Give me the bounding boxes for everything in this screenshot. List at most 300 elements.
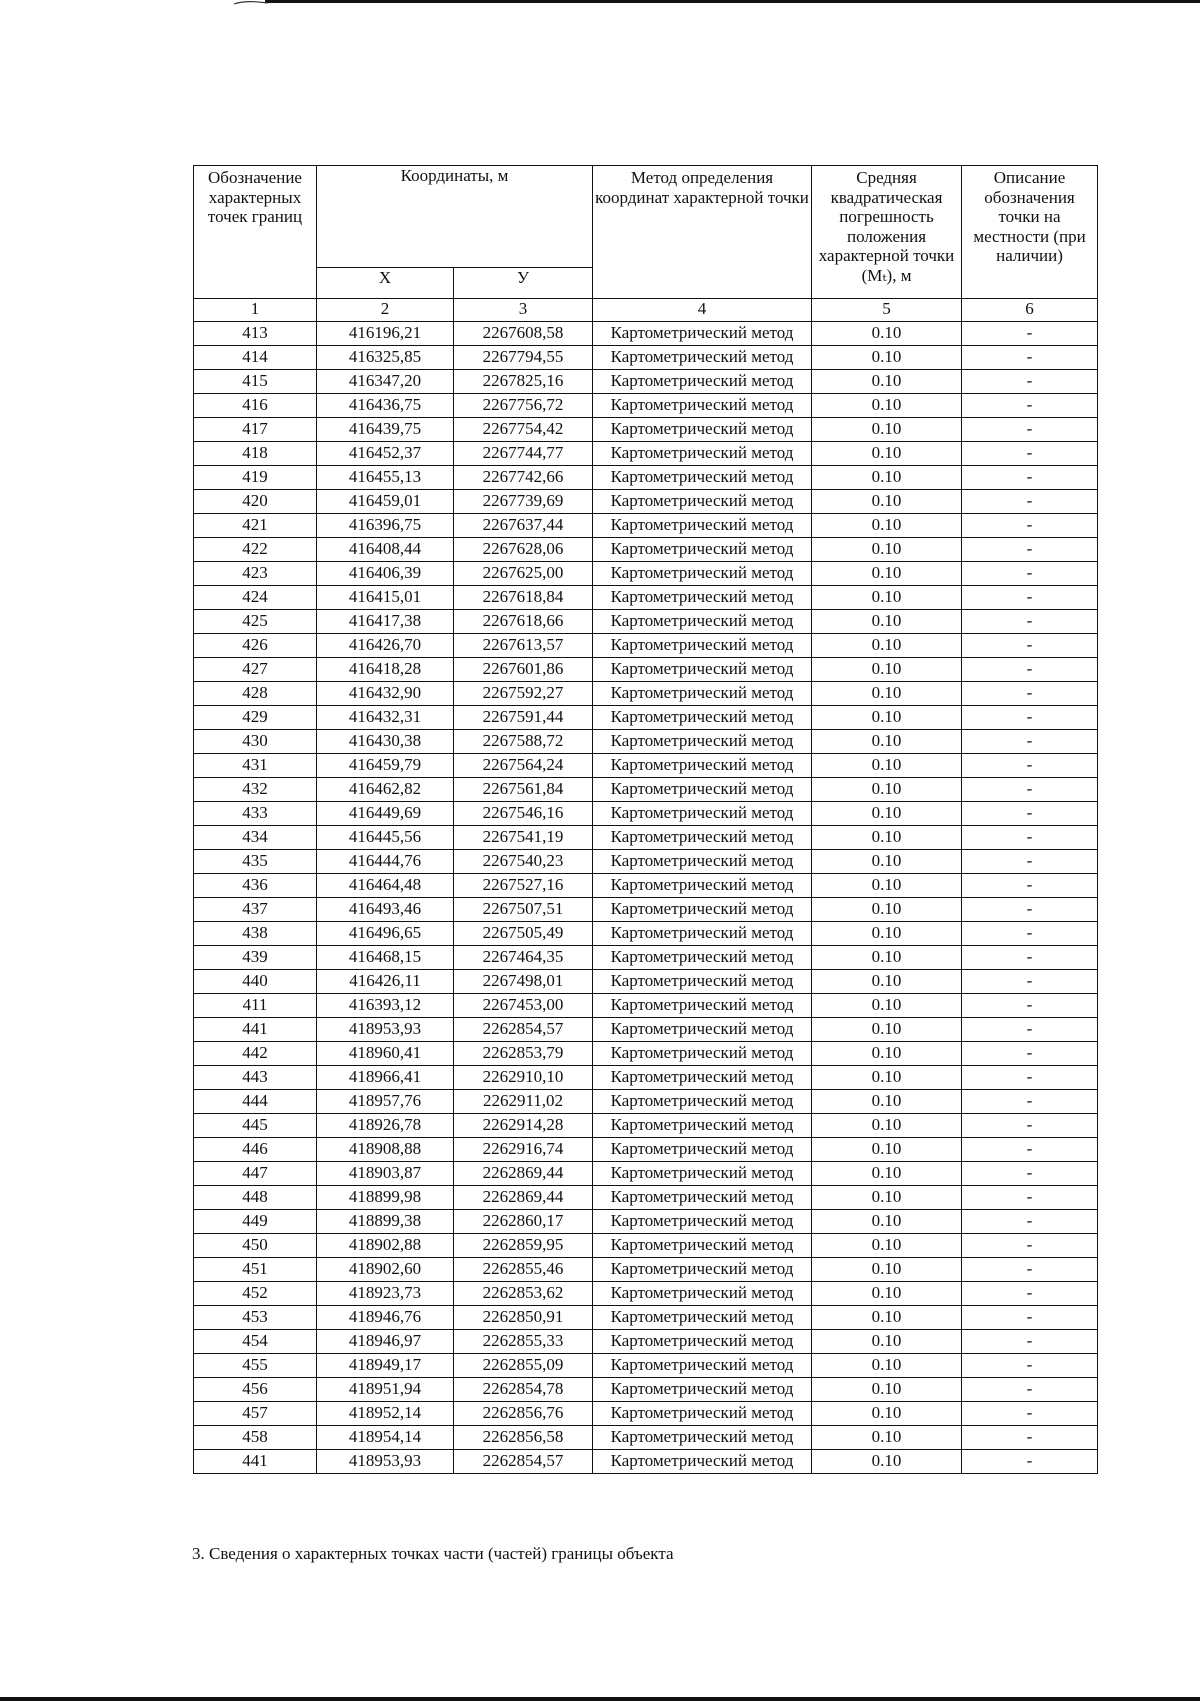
description-cell: - xyxy=(962,1402,1098,1426)
method-cell: Картометрический метод xyxy=(593,1066,812,1090)
coordinate-x-cell: 416393,12 xyxy=(317,994,454,1018)
error-cell: 0.10 xyxy=(812,418,962,442)
point-number-cell: 421 xyxy=(194,514,317,538)
method-cell: Картометрический метод xyxy=(593,538,812,562)
description-cell: - xyxy=(962,706,1098,730)
description-cell: - xyxy=(962,826,1098,850)
description-cell: - xyxy=(962,850,1098,874)
column-number: 4 xyxy=(593,299,812,322)
description-cell: - xyxy=(962,322,1098,346)
coordinate-x-cell: 416432,90 xyxy=(317,682,454,706)
method-cell: Картометрический метод xyxy=(593,634,812,658)
method-cell: Картометрический метод xyxy=(593,370,812,394)
point-number-cell: 411 xyxy=(194,994,317,1018)
description-cell: - xyxy=(962,730,1098,754)
table-row xyxy=(194,1018,1098,1042)
point-number-cell: 424 xyxy=(194,586,317,610)
table-row xyxy=(194,1138,1098,1162)
table-row xyxy=(194,610,1098,634)
coordinate-x-cell: 416496,65 xyxy=(317,922,454,946)
table-row xyxy=(194,1450,1098,1474)
error-cell: 0.10 xyxy=(812,1306,962,1330)
description-cell: - xyxy=(962,778,1098,802)
table-row xyxy=(194,1042,1098,1066)
error-cell: 0.10 xyxy=(812,1018,962,1042)
coordinate-x-cell: 416459,79 xyxy=(317,754,454,778)
method-cell: Картометрический метод xyxy=(593,658,812,682)
error-cell: 0.10 xyxy=(812,946,962,970)
table-row xyxy=(194,490,1098,514)
error-cell: 0.10 xyxy=(812,1186,962,1210)
description-cell: - xyxy=(962,514,1098,538)
method-cell: Картометрический метод xyxy=(593,1162,812,1186)
method-cell: Картометрический метод xyxy=(593,1354,812,1378)
coordinate-x-cell: 416436,75 xyxy=(317,394,454,418)
description-cell: - xyxy=(962,1426,1098,1450)
method-cell: Картометрический метод xyxy=(593,826,812,850)
description-cell: - xyxy=(962,562,1098,586)
description-cell: - xyxy=(962,634,1098,658)
method-cell: Картометрический метод xyxy=(593,490,812,514)
table-row xyxy=(194,802,1098,826)
error-cell: 0.10 xyxy=(812,754,962,778)
error-cell: 0.10 xyxy=(812,802,962,826)
error-cell: 0.10 xyxy=(812,778,962,802)
error-cell: 0.10 xyxy=(812,874,962,898)
method-cell: Картометрический метод xyxy=(593,1186,812,1210)
coordinate-y-cell: 2262850,91 xyxy=(454,1306,593,1330)
method-cell: Картометрический метод xyxy=(593,754,812,778)
table-row xyxy=(194,1282,1098,1306)
coordinate-y-cell: 2267592,27 xyxy=(454,682,593,706)
description-cell: - xyxy=(962,1354,1098,1378)
description-cell: - xyxy=(962,370,1098,394)
coordinate-y-cell: 2262853,79 xyxy=(454,1042,593,1066)
error-cell: 0.10 xyxy=(812,682,962,706)
point-number-cell: 415 xyxy=(194,370,317,394)
header-x: X xyxy=(317,267,454,298)
error-cell: 0.10 xyxy=(812,1258,962,1282)
coordinate-y-cell: 2262910,10 xyxy=(454,1066,593,1090)
coordinate-y-cell: 2262854,57 xyxy=(454,1450,593,1474)
coordinate-y-cell: 2262869,44 xyxy=(454,1186,593,1210)
method-cell: Картометрический метод xyxy=(593,850,812,874)
point-number-cell: 428 xyxy=(194,682,317,706)
coordinate-y-cell: 2267637,44 xyxy=(454,514,593,538)
coordinate-y-cell: 2267507,51 xyxy=(454,898,593,922)
table-row xyxy=(194,1162,1098,1186)
header-y: У xyxy=(454,267,593,298)
description-cell: - xyxy=(962,1234,1098,1258)
coordinate-x-cell: 416426,11 xyxy=(317,970,454,994)
error-cell: 0.10 xyxy=(812,1402,962,1426)
coordinate-x-cell: 418946,97 xyxy=(317,1330,454,1354)
table-row xyxy=(194,1354,1098,1378)
point-number-cell: 455 xyxy=(194,1354,317,1378)
description-cell: - xyxy=(962,874,1098,898)
coordinate-y-cell: 2262869,44 xyxy=(454,1162,593,1186)
method-cell: Картометрический метод xyxy=(593,466,812,490)
method-cell: Картометрический метод xyxy=(593,1234,812,1258)
table-row xyxy=(194,1186,1098,1210)
description-cell: - xyxy=(962,970,1098,994)
point-number-cell: 414 xyxy=(194,346,317,370)
scan-artifact-mark xyxy=(232,0,272,6)
coordinate-y-cell: 2267618,84 xyxy=(454,586,593,610)
table-row xyxy=(194,466,1098,490)
error-cell: 0.10 xyxy=(812,562,962,586)
table-row xyxy=(194,706,1098,730)
method-cell: Картометрический метод xyxy=(593,730,812,754)
description-cell: - xyxy=(962,754,1098,778)
description-cell: - xyxy=(962,1258,1098,1282)
coordinate-x-cell: 418966,41 xyxy=(317,1066,454,1090)
error-cell: 0.10 xyxy=(812,1210,962,1234)
table-row xyxy=(194,1258,1098,1282)
table-row xyxy=(194,850,1098,874)
error-cell: 0.10 xyxy=(812,490,962,514)
error-cell: 0.10 xyxy=(812,1162,962,1186)
point-number-cell: 450 xyxy=(194,1234,317,1258)
coordinate-x-cell: 418902,88 xyxy=(317,1234,454,1258)
point-number-cell: 432 xyxy=(194,778,317,802)
coordinate-y-cell: 2267464,35 xyxy=(454,946,593,970)
point-number-cell: 431 xyxy=(194,754,317,778)
point-number-cell: 441 xyxy=(194,1018,317,1042)
table-row xyxy=(194,898,1098,922)
table-row xyxy=(194,778,1098,802)
point-number-cell: 413 xyxy=(194,322,317,346)
coordinate-x-cell: 416347,20 xyxy=(317,370,454,394)
description-cell: - xyxy=(962,610,1098,634)
coordinate-y-cell: 2267744,77 xyxy=(454,442,593,466)
coordinate-x-cell: 416196,21 xyxy=(317,322,454,346)
coordinate-y-cell: 2262914,28 xyxy=(454,1114,593,1138)
method-cell: Картометрический метод xyxy=(593,1042,812,1066)
point-number-cell: 433 xyxy=(194,802,317,826)
point-number-cell: 420 xyxy=(194,490,317,514)
method-cell: Картометрический метод xyxy=(593,874,812,898)
table-row xyxy=(194,730,1098,754)
coordinate-y-cell: 2262855,33 xyxy=(454,1330,593,1354)
method-cell: Картометрический метод xyxy=(593,1018,812,1042)
method-cell: Картометрический метод xyxy=(593,1090,812,1114)
coordinate-x-cell: 418951,94 xyxy=(317,1378,454,1402)
error-cell: 0.10 xyxy=(812,1066,962,1090)
coordinate-y-cell: 2262856,58 xyxy=(454,1426,593,1450)
point-number-cell: 437 xyxy=(194,898,317,922)
coordinate-x-cell: 416455,13 xyxy=(317,466,454,490)
description-cell: - xyxy=(962,1306,1098,1330)
description-cell: - xyxy=(962,586,1098,610)
table-row xyxy=(194,658,1098,682)
error-cell: 0.10 xyxy=(812,1354,962,1378)
description-cell: - xyxy=(962,922,1098,946)
coordinate-x-cell: 418946,76 xyxy=(317,1306,454,1330)
coordinate-y-cell: 2262853,62 xyxy=(454,1282,593,1306)
description-cell: - xyxy=(962,1018,1098,1042)
method-cell: Картометрический метод xyxy=(593,1114,812,1138)
error-cell: 0.10 xyxy=(812,634,962,658)
coordinate-x-cell: 416444,76 xyxy=(317,850,454,874)
error-cell: 0.10 xyxy=(812,586,962,610)
table-row xyxy=(194,1402,1098,1426)
description-cell: - xyxy=(962,1066,1098,1090)
description-cell: - xyxy=(962,898,1098,922)
coordinate-y-cell: 2262916,74 xyxy=(454,1138,593,1162)
coordinate-x-cell: 416445,56 xyxy=(317,826,454,850)
error-cell: 0.10 xyxy=(812,730,962,754)
coordinate-x-cell: 418926,78 xyxy=(317,1114,454,1138)
point-number-cell: 435 xyxy=(194,850,317,874)
coordinate-x-cell: 418903,87 xyxy=(317,1162,454,1186)
coordinate-x-cell: 418923,73 xyxy=(317,1282,454,1306)
table-row xyxy=(194,754,1098,778)
coordinate-y-cell: 2267601,86 xyxy=(454,658,593,682)
description-cell: - xyxy=(962,490,1098,514)
coordinate-x-cell: 418899,98 xyxy=(317,1186,454,1210)
table-row xyxy=(194,346,1098,370)
header-coordinates: Координаты, м xyxy=(317,166,593,268)
coordinate-y-cell: 2267608,58 xyxy=(454,322,593,346)
error-cell: 0.10 xyxy=(812,466,962,490)
table-row xyxy=(194,1426,1098,1450)
point-number-cell: 447 xyxy=(194,1162,317,1186)
point-number-cell: 422 xyxy=(194,538,317,562)
coordinate-x-cell: 416418,28 xyxy=(317,658,454,682)
method-cell: Картометрический метод xyxy=(593,1210,812,1234)
method-cell: Картометрический метод xyxy=(593,706,812,730)
coordinate-y-cell: 2262855,09 xyxy=(454,1354,593,1378)
coordinate-x-cell: 416493,46 xyxy=(317,898,454,922)
coordinate-y-cell: 2262854,57 xyxy=(454,1018,593,1042)
coordinate-x-cell: 418952,14 xyxy=(317,1402,454,1426)
header-column-numbers xyxy=(194,299,1098,322)
description-cell: - xyxy=(962,1282,1098,1306)
method-cell: Картометрический метод xyxy=(593,1138,812,1162)
coordinate-x-cell: 418953,93 xyxy=(317,1450,454,1474)
table-row xyxy=(194,1066,1098,1090)
point-number-cell: 452 xyxy=(194,1282,317,1306)
coordinate-y-cell: 2262856,76 xyxy=(454,1402,593,1426)
document-body xyxy=(193,165,1097,1474)
table-row xyxy=(194,1210,1098,1234)
method-cell: Картометрический метод xyxy=(593,562,812,586)
description-cell: - xyxy=(962,1210,1098,1234)
coordinate-y-cell: 2267541,19 xyxy=(454,826,593,850)
top-scan-border xyxy=(265,0,1200,3)
table-row xyxy=(194,538,1098,562)
description-cell: - xyxy=(962,1162,1098,1186)
table-row xyxy=(194,1090,1098,1114)
description-cell: - xyxy=(962,1042,1098,1066)
point-number-cell: 419 xyxy=(194,466,317,490)
coordinate-y-cell: 2262859,95 xyxy=(454,1234,593,1258)
header-designation: Обозначение характерных точек границ xyxy=(194,166,317,299)
point-number-cell: 416 xyxy=(194,394,317,418)
column-number: 3 xyxy=(454,299,593,322)
coordinate-y-cell: 2267754,42 xyxy=(454,418,593,442)
coordinate-y-cell: 2262855,46 xyxy=(454,1258,593,1282)
table-row xyxy=(194,634,1098,658)
coordinate-x-cell: 416462,82 xyxy=(317,778,454,802)
coordinate-x-cell: 416417,38 xyxy=(317,610,454,634)
point-number-cell: 427 xyxy=(194,658,317,682)
table-row xyxy=(194,442,1098,466)
method-cell: Картометрический метод xyxy=(593,946,812,970)
method-cell: Картометрический метод xyxy=(593,394,812,418)
error-cell: 0.10 xyxy=(812,1450,962,1474)
description-cell: - xyxy=(962,538,1098,562)
point-number-cell: 418 xyxy=(194,442,317,466)
coordinate-y-cell: 2267505,49 xyxy=(454,922,593,946)
point-number-cell: 417 xyxy=(194,418,317,442)
error-cell: 0.10 xyxy=(812,322,962,346)
coordinate-y-cell: 2267742,66 xyxy=(454,466,593,490)
method-cell: Картометрический метод xyxy=(593,970,812,994)
error-cell: 0.10 xyxy=(812,1090,962,1114)
description-cell: - xyxy=(962,994,1098,1018)
coordinate-x-cell: 418960,41 xyxy=(317,1042,454,1066)
method-cell: Картометрический метод xyxy=(593,514,812,538)
description-cell: - xyxy=(962,1378,1098,1402)
error-cell: 0.10 xyxy=(812,1426,962,1450)
coordinate-x-cell: 416468,15 xyxy=(317,946,454,970)
description-cell: - xyxy=(962,1138,1098,1162)
coordinate-y-cell: 2267739,69 xyxy=(454,490,593,514)
method-cell: Картометрический метод xyxy=(593,1402,812,1426)
coordinate-x-cell: 416459,01 xyxy=(317,490,454,514)
method-cell: Картометрический метод xyxy=(593,922,812,946)
method-cell: Картометрический метод xyxy=(593,994,812,1018)
coordinate-y-cell: 2267527,16 xyxy=(454,874,593,898)
coordinate-x-cell: 416430,38 xyxy=(317,730,454,754)
coordinate-y-cell: 2267618,66 xyxy=(454,610,593,634)
table-row xyxy=(194,1330,1098,1354)
column-number: 5 xyxy=(812,299,962,322)
error-cell: 0.10 xyxy=(812,970,962,994)
coordinate-x-cell: 418908,88 xyxy=(317,1138,454,1162)
coordinate-y-cell: 2267591,44 xyxy=(454,706,593,730)
point-number-cell: 430 xyxy=(194,730,317,754)
coordinate-y-cell: 2267825,16 xyxy=(454,370,593,394)
description-cell: - xyxy=(962,682,1098,706)
coordinate-x-cell: 418899,38 xyxy=(317,1210,454,1234)
error-cell: 0.10 xyxy=(812,538,962,562)
coordinate-x-cell: 416464,48 xyxy=(317,874,454,898)
header-description: Описание обозначения точки на местности (при наличии) xyxy=(962,166,1098,299)
table-row xyxy=(194,946,1098,970)
method-cell: Картометрический метод xyxy=(593,1330,812,1354)
error-cell: 0.10 xyxy=(812,706,962,730)
table-row xyxy=(194,1114,1098,1138)
table-row xyxy=(194,418,1098,442)
coordinate-x-cell: 416408,44 xyxy=(317,538,454,562)
boundary-points-table xyxy=(193,165,1098,1474)
coordinate-y-cell: 2267625,00 xyxy=(454,562,593,586)
table-row xyxy=(194,586,1098,610)
error-cell: 0.10 xyxy=(812,1114,962,1138)
description-cell: - xyxy=(962,658,1098,682)
method-cell: Картометрический метод xyxy=(593,418,812,442)
point-number-cell: 451 xyxy=(194,1258,317,1282)
method-cell: Картометрический метод xyxy=(593,346,812,370)
coordinate-x-cell: 416452,37 xyxy=(317,442,454,466)
table-row xyxy=(194,322,1098,346)
error-cell: 0.10 xyxy=(812,1378,962,1402)
table-row xyxy=(194,1234,1098,1258)
point-number-cell: 444 xyxy=(194,1090,317,1114)
method-cell: Картометрический метод xyxy=(593,1282,812,1306)
coordinate-y-cell: 2267756,72 xyxy=(454,394,593,418)
description-cell: - xyxy=(962,1114,1098,1138)
method-cell: Картометрический метод xyxy=(593,1450,812,1474)
description-cell: - xyxy=(962,394,1098,418)
point-number-cell: 448 xyxy=(194,1186,317,1210)
table-row xyxy=(194,562,1098,586)
point-number-cell: 453 xyxy=(194,1306,317,1330)
error-cell: 0.10 xyxy=(812,826,962,850)
coordinate-x-cell: 418954,14 xyxy=(317,1426,454,1450)
point-number-cell: 457 xyxy=(194,1402,317,1426)
point-number-cell: 429 xyxy=(194,706,317,730)
point-number-cell: 426 xyxy=(194,634,317,658)
error-cell: 0.10 xyxy=(812,922,962,946)
section-title: 3. Сведения о характерных точках части (частей) границы объекта xyxy=(192,1544,674,1563)
coordinate-y-cell: 2267453,00 xyxy=(454,994,593,1018)
error-cell: 0.10 xyxy=(812,1138,962,1162)
method-cell: Картометрический метод xyxy=(593,1426,812,1450)
table-row xyxy=(194,394,1098,418)
column-number: 1 xyxy=(194,299,317,322)
error-cell: 0.10 xyxy=(812,442,962,466)
point-number-cell: 458 xyxy=(194,1426,317,1450)
method-cell: Картометрический метод xyxy=(593,778,812,802)
point-number-cell: 445 xyxy=(194,1114,317,1138)
point-number-cell: 446 xyxy=(194,1138,317,1162)
column-number: 6 xyxy=(962,299,1098,322)
method-cell: Картометрический метод xyxy=(593,1378,812,1402)
description-cell: - xyxy=(962,442,1098,466)
coordinate-y-cell: 2267498,01 xyxy=(454,970,593,994)
description-cell: - xyxy=(962,1330,1098,1354)
header-error: Средняя квадратическая погрешность положения характерной точки (Mₜ), м xyxy=(812,166,962,299)
description-cell: - xyxy=(962,346,1098,370)
point-number-cell: 454 xyxy=(194,1330,317,1354)
table-row xyxy=(194,514,1098,538)
coordinate-x-cell: 416426,70 xyxy=(317,634,454,658)
point-number-cell: 456 xyxy=(194,1378,317,1402)
error-cell: 0.10 xyxy=(812,394,962,418)
error-cell: 0.10 xyxy=(812,1282,962,1306)
error-cell: 0.10 xyxy=(812,1042,962,1066)
column-number: 2 xyxy=(317,299,454,322)
point-number-cell: 425 xyxy=(194,610,317,634)
table-row xyxy=(194,1378,1098,1402)
error-cell: 0.10 xyxy=(812,994,962,1018)
point-number-cell: 434 xyxy=(194,826,317,850)
method-cell: Картометрический метод xyxy=(593,610,812,634)
table-row xyxy=(194,970,1098,994)
error-cell: 0.10 xyxy=(812,850,962,874)
point-number-cell: 441 xyxy=(194,1450,317,1474)
method-cell: Картометрический метод xyxy=(593,898,812,922)
point-number-cell: 423 xyxy=(194,562,317,586)
error-cell: 0.10 xyxy=(812,346,962,370)
coordinate-x-cell: 416432,31 xyxy=(317,706,454,730)
coordinate-y-cell: 2267564,24 xyxy=(454,754,593,778)
table-row xyxy=(194,922,1098,946)
